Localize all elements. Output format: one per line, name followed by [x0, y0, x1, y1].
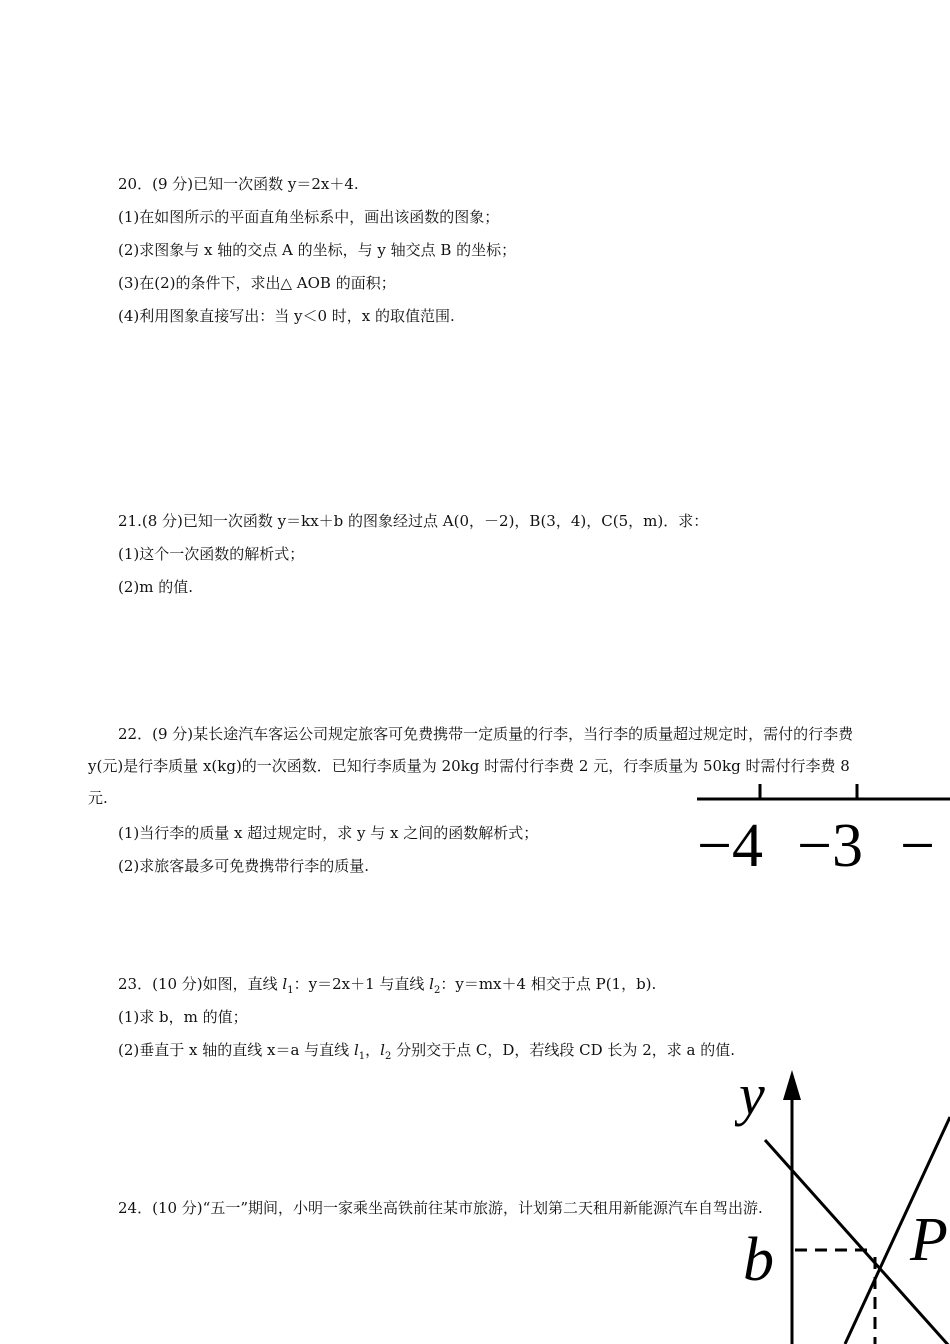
- line-l-symbol: l: [380, 1041, 385, 1059]
- subscript-2: 2: [384, 1051, 392, 1062]
- q21-stem: 21.(8 分)已知一次函数 y＝kx＋b 的图象经过点 A(0，－2)，B(3，4)，C(5，m)．求：: [118, 512, 709, 530]
- q23-part-1: (1)求 b，m 的值；: [118, 1008, 248, 1026]
- line-l-symbol: l: [282, 975, 288, 993]
- q20-part-2: (2)求图象与 x 轴的交点 A 的坐标，与 y 轴交点 B 的坐标；: [118, 241, 517, 259]
- q21-part-2: (2)m 的值.: [118, 578, 194, 596]
- q20-formula: y＝2x＋4.: [287, 175, 359, 193]
- number-line-figure: [697, 782, 950, 882]
- label-minus-3: −3: [797, 812, 863, 880]
- subscript-1: 1: [287, 985, 294, 996]
- q23-part-2: [118, 1040, 735, 1067]
- q23-stem: [118, 974, 656, 1001]
- subscript-1: 1: [358, 1051, 366, 1062]
- q23-stem-a: 23．(10 分)如图，直线: [118, 975, 283, 993]
- q23-stem-c: ：y＝mx＋4 相交于点 P(1，b).: [440, 975, 657, 993]
- label-minus-4: −4: [697, 812, 763, 880]
- q23-part-2-c: 分别交于点 C，D，若线段 CD 长为 2，求 a 的值.: [391, 1041, 735, 1059]
- q20-part-3: (3)在(2)的条件下，求出△ AOB 的面积；: [118, 274, 396, 292]
- y-axis-arrow-icon: [783, 1070, 801, 1100]
- subscript-2: 2: [433, 985, 441, 996]
- line-l-symbol: l: [353, 1041, 359, 1059]
- q20-stem: [118, 174, 359, 194]
- q20-stem-text: 20．(9 分)已知一次函数: [118, 175, 288, 193]
- q21-part-1: (1)这个一次函数的解析式；: [118, 545, 305, 563]
- q22-stem: 22．(9 分)某长途汽车客运公司规定旅客可免费携带一定质量的行李，当行李的质量超过规定时，需付的行李费 y(元)是行李质量 x(kg)的一次函数．已知行李质量为 20kg 时需付行李费 2 元，行李质量为 50kg 时需付行李费 8 元.: [88, 725, 854, 807]
- b-label: b: [743, 1226, 774, 1294]
- p-label: P: [910, 1206, 948, 1274]
- intersecting-lines-graph: [735, 1062, 950, 1344]
- line-l-symbol: l: [429, 975, 434, 993]
- q23-part-2-a: (2)垂直于 x 轴的直线 x＝a 与直线: [118, 1041, 354, 1059]
- q20-part-1: (1)在如图所示的平面直角坐标系中，画出该函数的图象；: [118, 208, 500, 226]
- q20-part-4: (4)利用图象直接写出：当 y＜0 时，x 的取值范围.: [118, 307, 455, 325]
- q23-part-2-b: ，: [365, 1041, 381, 1059]
- q23-stem-b: ：y＝2x＋1 与直线: [293, 975, 430, 993]
- q22-part-2: (2)求旅客最多可免费携带行李的质量.: [118, 857, 370, 875]
- label-minus-cut: −: [900, 812, 935, 880]
- y-axis-label: y: [739, 1062, 765, 1127]
- q24-stem: 24．(10 分)“五一”期间，小明一家乘坐高铁前往某市旅游，计划第二天租用新能源汽车自驾出游.: [118, 1199, 763, 1217]
- q22-part-1: (1)当行李的质量 x 超过规定时，求 y 与 x 之间的函数解析式；: [118, 824, 539, 842]
